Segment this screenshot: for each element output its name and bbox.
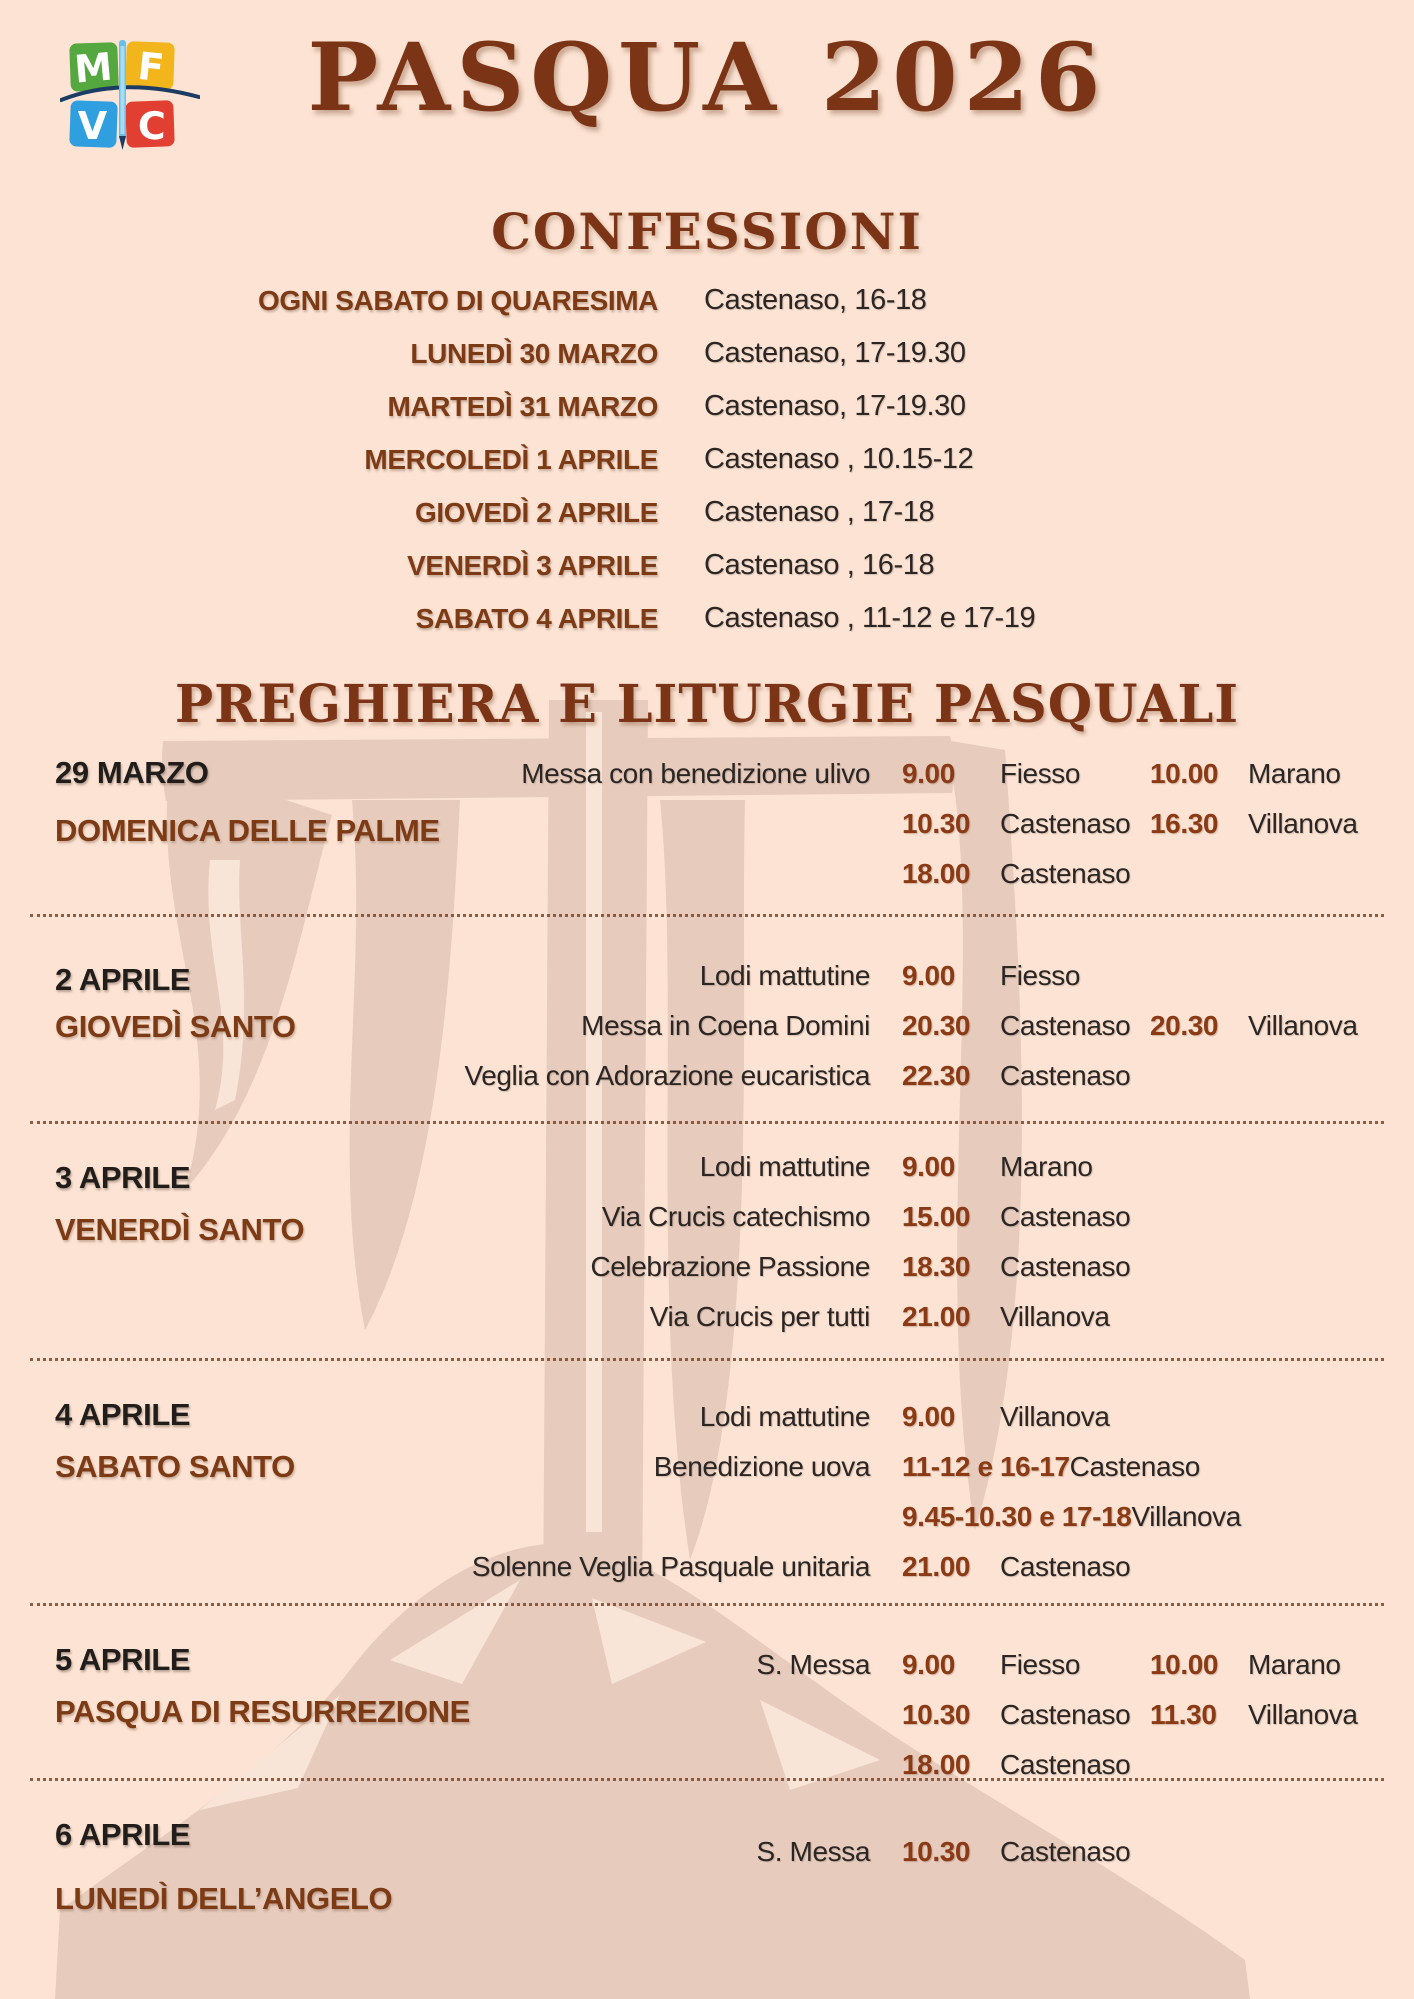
- event-place: Fiesso: [1000, 960, 1081, 991]
- event-place: Villanova: [1248, 1010, 1358, 1041]
- event-time: 11-12 e 16-17: [902, 1451, 1070, 1482]
- liturgy-section: [0, 1781, 1414, 1997]
- event-time: 10.30: [902, 1699, 971, 1730]
- event-line: [40, 1051, 1414, 1101]
- event-description: Via Crucis catechismo: [601, 1201, 870, 1232]
- section-date: 4 APRILE: [55, 1397, 191, 1432]
- logo-letter-c: C: [137, 103, 167, 149]
- event-line: [40, 1142, 1414, 1192]
- liturgies-list: [0, 739, 1414, 1997]
- event-place: Fiesso: [1000, 1649, 1081, 1680]
- event-place: Castenaso: [1000, 1251, 1131, 1282]
- confession-day-label: MARTEDÌ 31 MARZO: [387, 390, 658, 422]
- event-time: 9.00: [902, 758, 955, 789]
- event-time: 18.00: [902, 858, 971, 889]
- event-line: [40, 1640, 1414, 1690]
- event-place: Marano: [1000, 1151, 1093, 1182]
- confessions-list: [0, 274, 1414, 645]
- page-title: PASQUA 2026: [307, 23, 1107, 133]
- event-time: 10.00: [1150, 758, 1219, 789]
- parish-logo: [60, 38, 200, 153]
- event-description: Messa in Coena Domini: [581, 1010, 870, 1041]
- event-description: Lodi mattutine: [699, 960, 870, 991]
- event-description: S. Messa: [756, 1836, 870, 1867]
- event-line: [40, 749, 1414, 799]
- liturgy-section: [0, 1361, 1414, 1606]
- confession-day-label: LUNEDÌ 30 MARZO: [410, 337, 658, 369]
- confession-place-time: Castenaso, 17-19.30: [704, 337, 966, 369]
- event-time: 20.30: [902, 1010, 971, 1041]
- event-time: 18.30: [902, 1251, 971, 1282]
- event-description: Celebrazione Passione: [590, 1251, 870, 1282]
- event-line: [40, 1827, 1414, 1877]
- event-place: Castenaso: [1000, 1201, 1131, 1232]
- event-time: 9.00: [902, 960, 955, 991]
- confession-day-label: SABATO 4 APRILE: [415, 602, 658, 634]
- event-time: 9.00: [902, 1151, 955, 1182]
- event-place: Villanova: [1131, 1501, 1241, 1532]
- event-place: Castenaso: [1069, 1451, 1200, 1482]
- event-time: 21.00: [902, 1301, 971, 1332]
- liturgy-section: [0, 739, 1414, 917]
- confession-place-time: Castenaso , 10.15-12: [704, 443, 974, 475]
- event-time: 22.30: [902, 1060, 971, 1091]
- header: [0, 0, 1414, 260]
- section-events: [40, 1781, 1414, 1877]
- event-line: [40, 1242, 1414, 1292]
- event-line: [40, 951, 1414, 1001]
- logo-pen-icon: [119, 40, 126, 150]
- liturgy-section: [0, 917, 1414, 1124]
- event-line: [40, 1392, 1414, 1442]
- confession-day-label: MERCOLEDÌ 1 APRILE: [364, 443, 658, 475]
- event-time: 10.30: [902, 1836, 971, 1867]
- event-line: [40, 1292, 1414, 1342]
- event-place: Castenaso: [1000, 858, 1131, 889]
- event-place: Castenaso: [1000, 808, 1131, 839]
- confession-row: [0, 539, 1414, 592]
- section-date: 29 MARZO: [55, 755, 209, 790]
- event-place: Marano: [1248, 1649, 1341, 1680]
- event-place: Castenaso: [1000, 1010, 1131, 1041]
- section-day-name: GIOVEDÌ SANTO: [55, 1009, 296, 1044]
- liturgies-heading: PREGHIERA E LITURGIE PASQUALI: [174, 674, 1240, 735]
- event-place: Castenaso: [1000, 1699, 1131, 1730]
- confession-row: [0, 327, 1414, 380]
- liturgy-section: [0, 1124, 1414, 1361]
- section-date: 5 APRILE: [55, 1642, 191, 1677]
- section-day-name: DOMENICA DELLE PALME: [55, 813, 440, 848]
- section-day-name: SABATO SANTO: [55, 1449, 295, 1484]
- confession-day-label: GIOVEDÌ 2 APRILE: [414, 496, 658, 528]
- event-time: 9.00: [902, 1649, 955, 1680]
- confession-place-time: Castenaso, 17-19.30: [704, 390, 966, 422]
- event-description: Solenne Veglia Pasquale unitaria: [471, 1551, 870, 1582]
- event-description: Veglia con Adorazione eucaristica: [464, 1060, 870, 1091]
- event-time: 16.30: [1150, 808, 1219, 839]
- section-day-name: PASQUA DI RESURREZIONE: [55, 1694, 470, 1729]
- section-day-name: VENERDÌ SANTO: [55, 1212, 305, 1247]
- event-place: Castenaso: [1000, 1060, 1131, 1091]
- logo-letter-f: F: [135, 43, 167, 91]
- logo-letter-v: V: [77, 104, 108, 149]
- event-place: Marano: [1248, 758, 1341, 789]
- event-description: Lodi mattutine: [699, 1401, 870, 1432]
- confession-day-label: VENERDÌ 3 APRILE: [407, 549, 658, 581]
- confession-row: [0, 486, 1414, 539]
- section-day-name: LUNEDÌ DELL’ANGELO: [55, 1881, 393, 1916]
- event-description: S. Messa: [756, 1649, 870, 1680]
- logo-letter-m: M: [72, 44, 115, 92]
- confession-row: [0, 433, 1414, 486]
- event-place: Fiesso: [1000, 758, 1081, 789]
- confessions-heading: CONFESSIONI: [491, 202, 923, 261]
- confession-place-time: Castenaso , 11-12 e 17-19: [704, 602, 1036, 634]
- section-date: 2 APRILE: [55, 962, 191, 997]
- event-place: Castenaso: [1000, 1836, 1131, 1867]
- event-place: Castenaso: [1000, 1749, 1131, 1780]
- event-time: 9.45-10.30 e 17-18: [902, 1501, 1132, 1532]
- event-time: 15.00: [902, 1201, 971, 1232]
- event-place: Castenaso: [1000, 1551, 1131, 1582]
- confession-row: [0, 592, 1414, 645]
- event-time: 21.00: [902, 1551, 971, 1582]
- event-place: Villanova: [1000, 1301, 1110, 1332]
- confession-place-time: Castenaso, 16-18: [704, 284, 927, 316]
- confession-row: [0, 274, 1414, 327]
- event-time: 9.00: [902, 1401, 955, 1432]
- event-description: Benedizione uova: [653, 1451, 870, 1482]
- event-line: [40, 1542, 1414, 1592]
- section-date: 3 APRILE: [55, 1160, 191, 1195]
- event-line: [40, 849, 1414, 899]
- event-time: 11.30: [1150, 1699, 1217, 1730]
- event-line: [40, 1492, 1414, 1542]
- event-time: 18.00: [902, 1749, 971, 1780]
- confession-place-time: Castenaso , 17-18: [704, 496, 935, 528]
- section-date: 6 APRILE: [55, 1817, 191, 1852]
- event-description: Lodi mattutine: [699, 1151, 870, 1182]
- event-description: Via Crucis per tutti: [649, 1301, 870, 1332]
- event-time: 10.30: [902, 808, 971, 839]
- liturgy-section: [0, 1606, 1414, 1781]
- event-time: 10.00: [1150, 1649, 1219, 1680]
- event-place: Villanova: [1000, 1401, 1110, 1432]
- event-description: Messa con benedizione ulivo: [521, 758, 870, 789]
- event-time: 20.30: [1150, 1010, 1219, 1041]
- confession-row: [0, 380, 1414, 433]
- event-place: Villanova: [1248, 1699, 1358, 1730]
- event-place: Villanova: [1248, 808, 1358, 839]
- confession-place-time: Castenaso , 16-18: [704, 549, 935, 581]
- confession-day-label: OGNI SABATO DI QUARESIMA: [257, 284, 658, 316]
